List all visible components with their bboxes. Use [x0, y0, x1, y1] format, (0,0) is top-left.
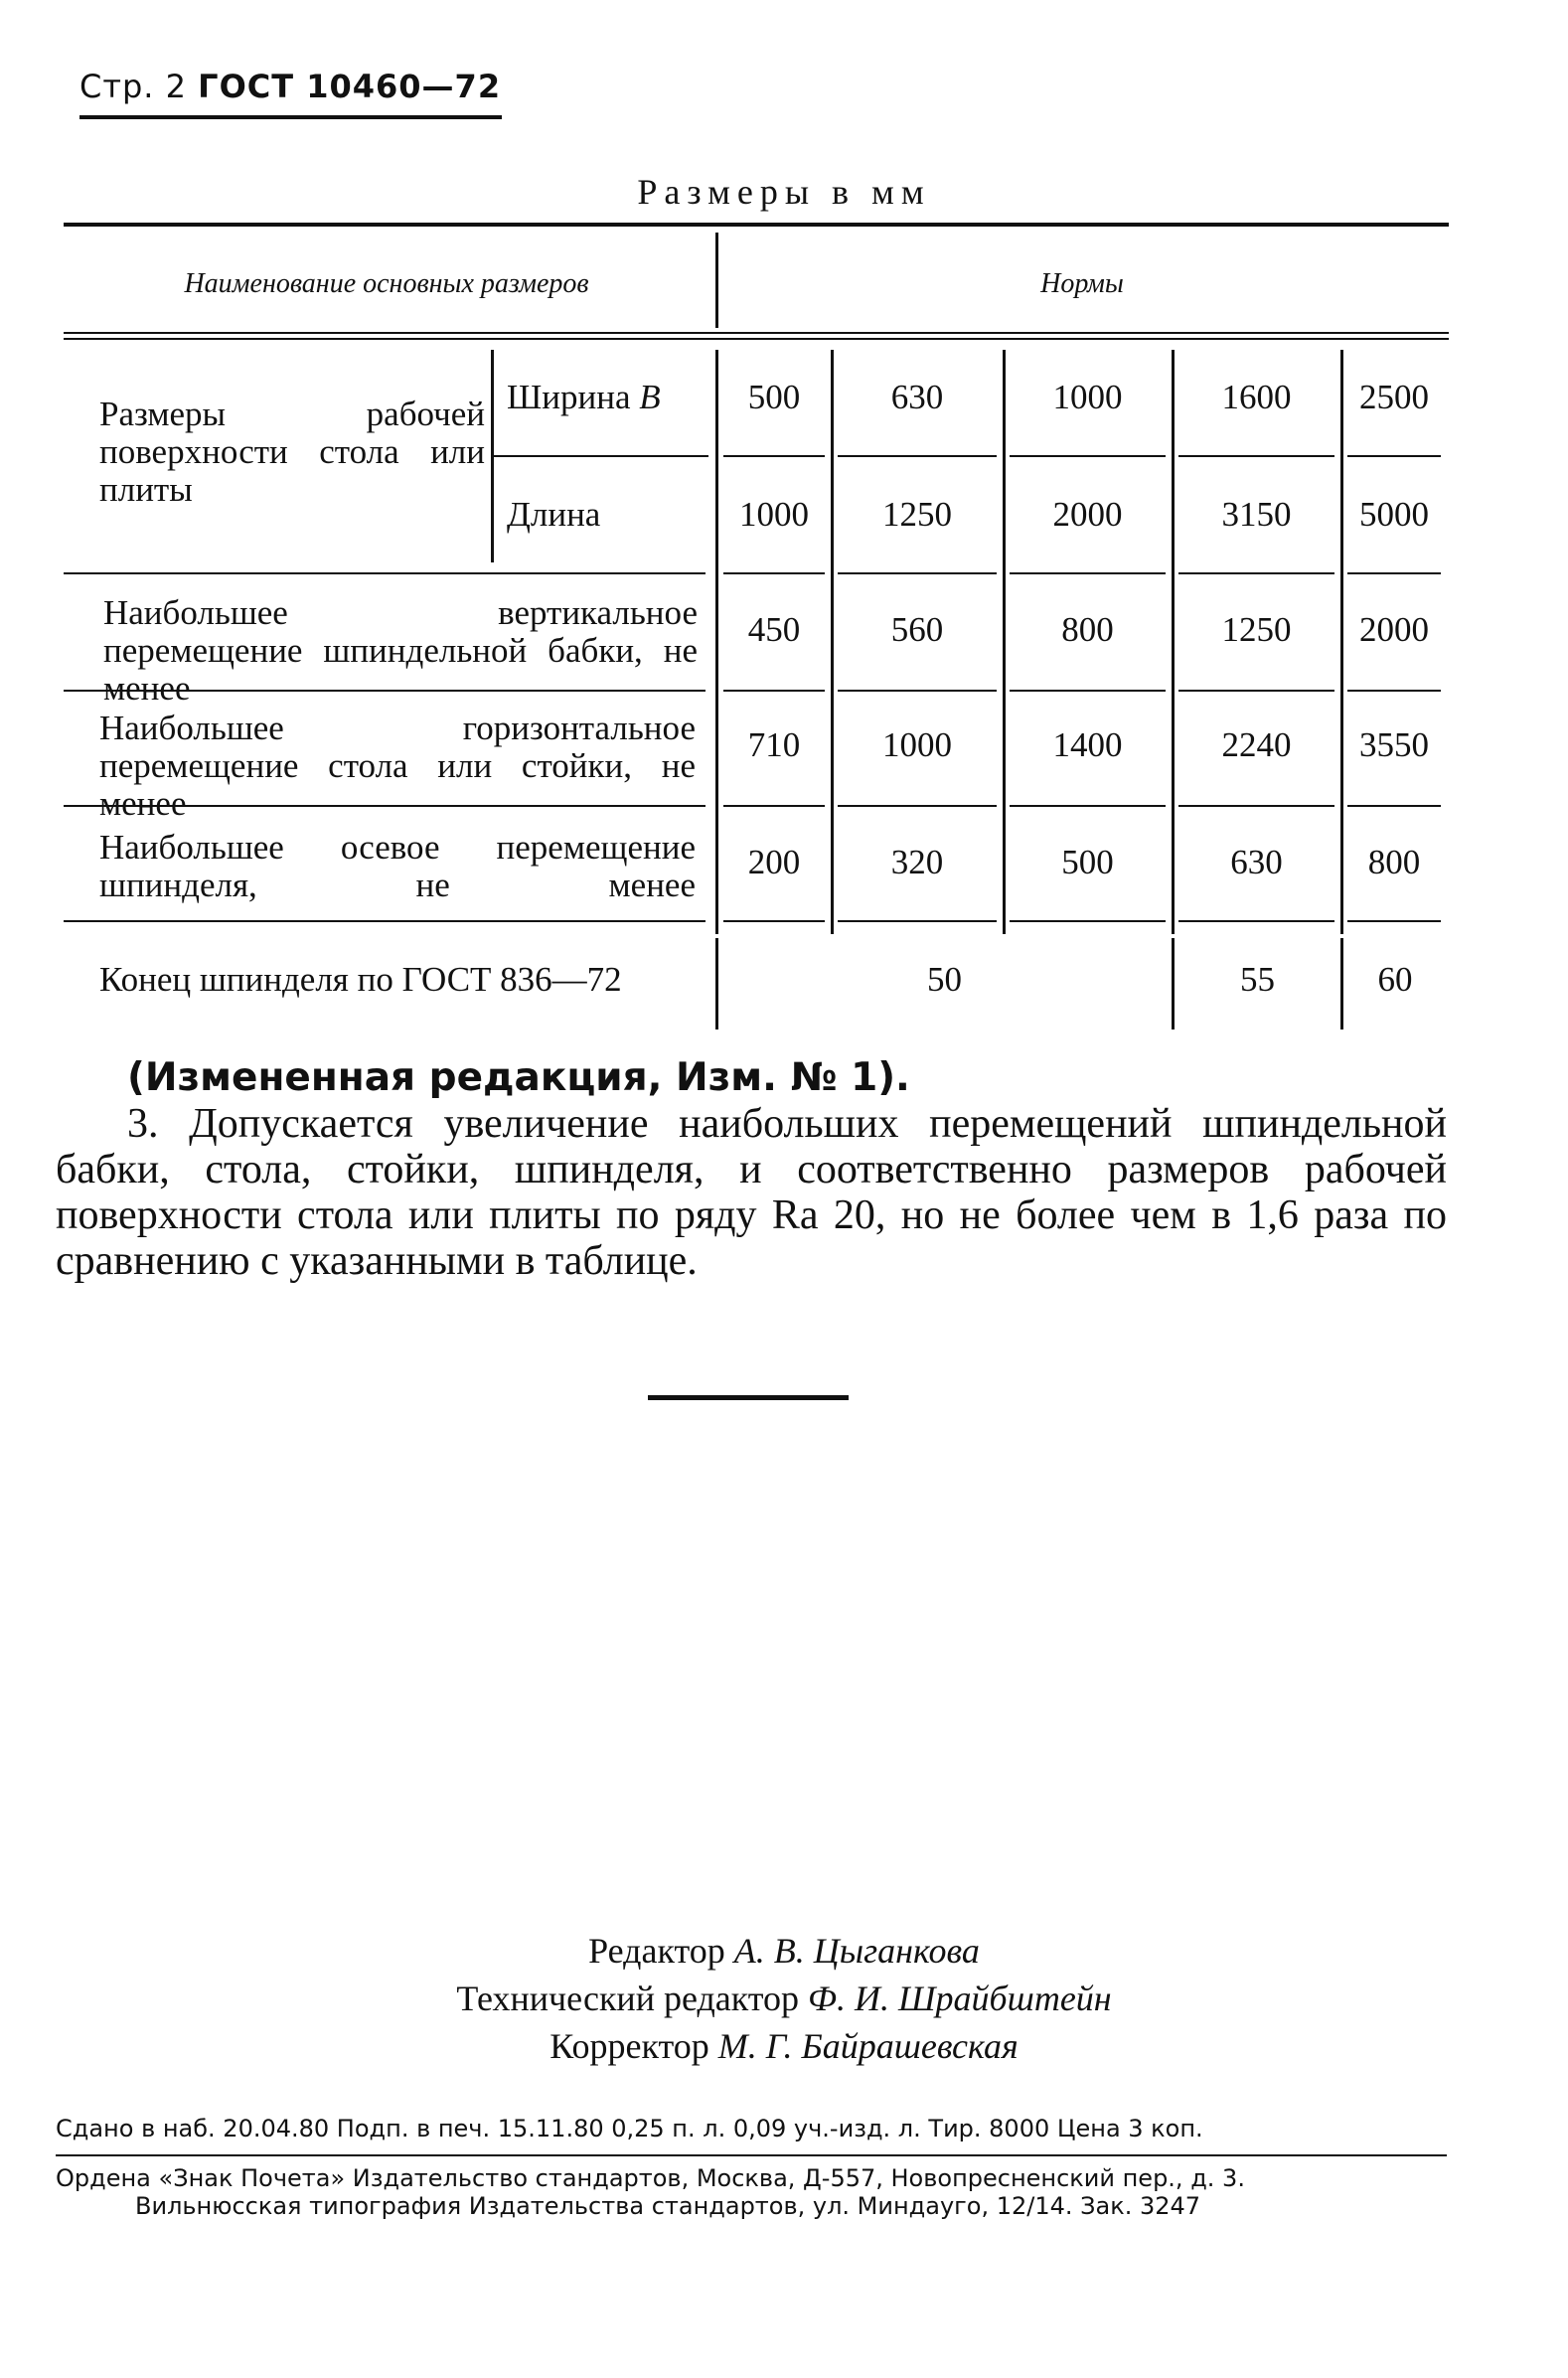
subrow-rule	[494, 455, 708, 457]
spindle-end-value: 60	[1377, 960, 1413, 999]
axial-value: 630	[1230, 843, 1283, 881]
cell-rule	[1347, 572, 1441, 574]
width-value: 1000	[1052, 378, 1123, 416]
width-label	[507, 378, 661, 417]
cell-rule	[1178, 455, 1334, 457]
editor-role: Редактор	[588, 1931, 725, 1971]
cell-rule	[1347, 920, 1441, 922]
tech-editor-role: Технический редактор	[456, 1979, 800, 2018]
cell-rule	[723, 455, 825, 457]
cell-rule	[1010, 920, 1166, 922]
cell-rule	[838, 455, 997, 457]
row-label-horizontal: Наибольшее горизонтальное перемещение стола или стойки, не менее	[99, 709, 696, 823]
width-value: 500	[747, 378, 801, 416]
cell-rule	[1178, 572, 1334, 574]
cell-rule	[723, 690, 825, 692]
axial-value: 320	[890, 843, 944, 881]
cell-rule	[838, 690, 997, 692]
cell-rule	[723, 572, 825, 574]
length-value: 2000	[1052, 495, 1123, 534]
horizontal-value: 710	[747, 725, 801, 764]
cell-rule	[1347, 690, 1441, 692]
width-value: 1600	[1221, 378, 1292, 416]
length-value: 3150	[1221, 495, 1292, 534]
row-label-surface: Размеры рабочей поверхности стола или плиты	[99, 395, 485, 509]
vertical-value: 1250	[1221, 610, 1292, 649]
cell-rule	[1347, 455, 1441, 457]
amendment-note: (Измененная редакция, Изм. № 1).	[127, 1055, 910, 1100]
clause-3: 3. Допускается увеличение наибольших перемещений шпиндельной бабки, стола, стойки, шпинделя, и соответственно размеров рабочей поверхности стола или плиты по ряду Ra 20, но не более чем в 1,6 раза по сравнению с указанными в таблице.	[56, 1101, 1447, 1284]
tech-editor-name: Ф. И. Шрайбштейн	[808, 1979, 1112, 2018]
horizontal-value: 3550	[1359, 725, 1429, 764]
column-header-norms: Нормы	[1040, 268, 1124, 299]
units-caption: Размеры в мм	[637, 172, 931, 212]
vertical-value: 800	[1061, 610, 1114, 649]
width-value: 630	[890, 378, 944, 416]
spindle-end-value: 55	[1240, 960, 1275, 999]
horizontal-value: 1000	[882, 725, 952, 764]
cell-rule	[1178, 805, 1334, 807]
length-value: 5000	[1359, 495, 1429, 534]
width-symbol: B	[639, 378, 661, 416]
column-header-name: Наименование основных размеров	[184, 268, 589, 299]
cell-rule	[1010, 455, 1166, 457]
row-rule-1	[64, 572, 706, 574]
length-value: 1250	[882, 495, 952, 534]
cell-rule	[1178, 690, 1334, 692]
length-label: Длина	[507, 495, 601, 534]
vertical-value: 450	[747, 610, 801, 649]
cell-rule	[1178, 920, 1334, 922]
length-value: 1000	[739, 495, 809, 534]
cell-rule	[723, 920, 825, 922]
spindle-end-value: 50	[927, 960, 962, 999]
vertical-value: 560	[890, 610, 944, 649]
width-label-text: Ширина	[507, 378, 631, 416]
row-label-axial: Наибольшее осевое перемещение шпинделя, не менее	[99, 828, 696, 904]
credit-corrector	[0, 2025, 1568, 2067]
row-label-vertical: Наибольшее вертикальное перемещение шпиндельной бабки, не менее	[103, 593, 698, 708]
axial-value: 800	[1367, 843, 1421, 881]
table-top-rule	[64, 223, 1449, 227]
width-value: 2500	[1359, 378, 1429, 416]
cell-rule	[1347, 805, 1441, 807]
dimensions-table	[0, 0, 1568, 1053]
cell-rule	[1010, 572, 1166, 574]
editor-name: А. В. Цыганкова	[733, 1931, 980, 1971]
end-rule	[648, 1395, 849, 1400]
horizontal-value: 1400	[1052, 725, 1123, 764]
cell-rule	[838, 805, 997, 807]
cell-rule	[1010, 690, 1166, 692]
imprint-line-1: Сдано в наб. 20.04.80 Подп. в печ. 15.11.80 0,25 п. л. 0,09 уч.-изд. л. Тир. 8000 Цена 3 коп.	[56, 2115, 1203, 2142]
credit-editor	[0, 1930, 1568, 1972]
corrector-role: Корректор	[549, 2026, 709, 2066]
cell-rule	[838, 920, 997, 922]
row-label-spindle-end: Конец шпинделя по ГОСТ 836—72	[99, 960, 622, 999]
imprint-line-2: Ордена «Знак Почета» Издательство стандартов, Москва, Д-557, Новопресненский пер., д. 3.	[56, 2164, 1245, 2192]
header-divider	[715, 233, 718, 328]
page-number: Стр. 2	[79, 68, 187, 105]
header-bottom-rule-2	[64, 338, 1449, 340]
axial-value: 500	[1061, 843, 1114, 881]
imprint-rule	[56, 2154, 1447, 2156]
standard-number: ГОСТ 10460—72	[198, 68, 502, 105]
axial-value: 200	[747, 843, 801, 881]
row-rule-4	[64, 920, 706, 922]
vertical-value: 2000	[1359, 610, 1429, 649]
cell-rule	[723, 805, 825, 807]
credit-tech-editor	[0, 1978, 1568, 2019]
header-bottom-rule	[64, 332, 1449, 334]
imprint-line-3: Вильнюсская типография Издательства стандартов, ул. Миндауго, 12/14. Зак. 3247	[135, 2192, 1201, 2220]
cell-rule	[1010, 805, 1166, 807]
horizontal-value: 2240	[1221, 725, 1292, 764]
cell-rule	[838, 572, 997, 574]
corrector-name: М. Г. Байрашевская	[717, 2026, 1019, 2066]
